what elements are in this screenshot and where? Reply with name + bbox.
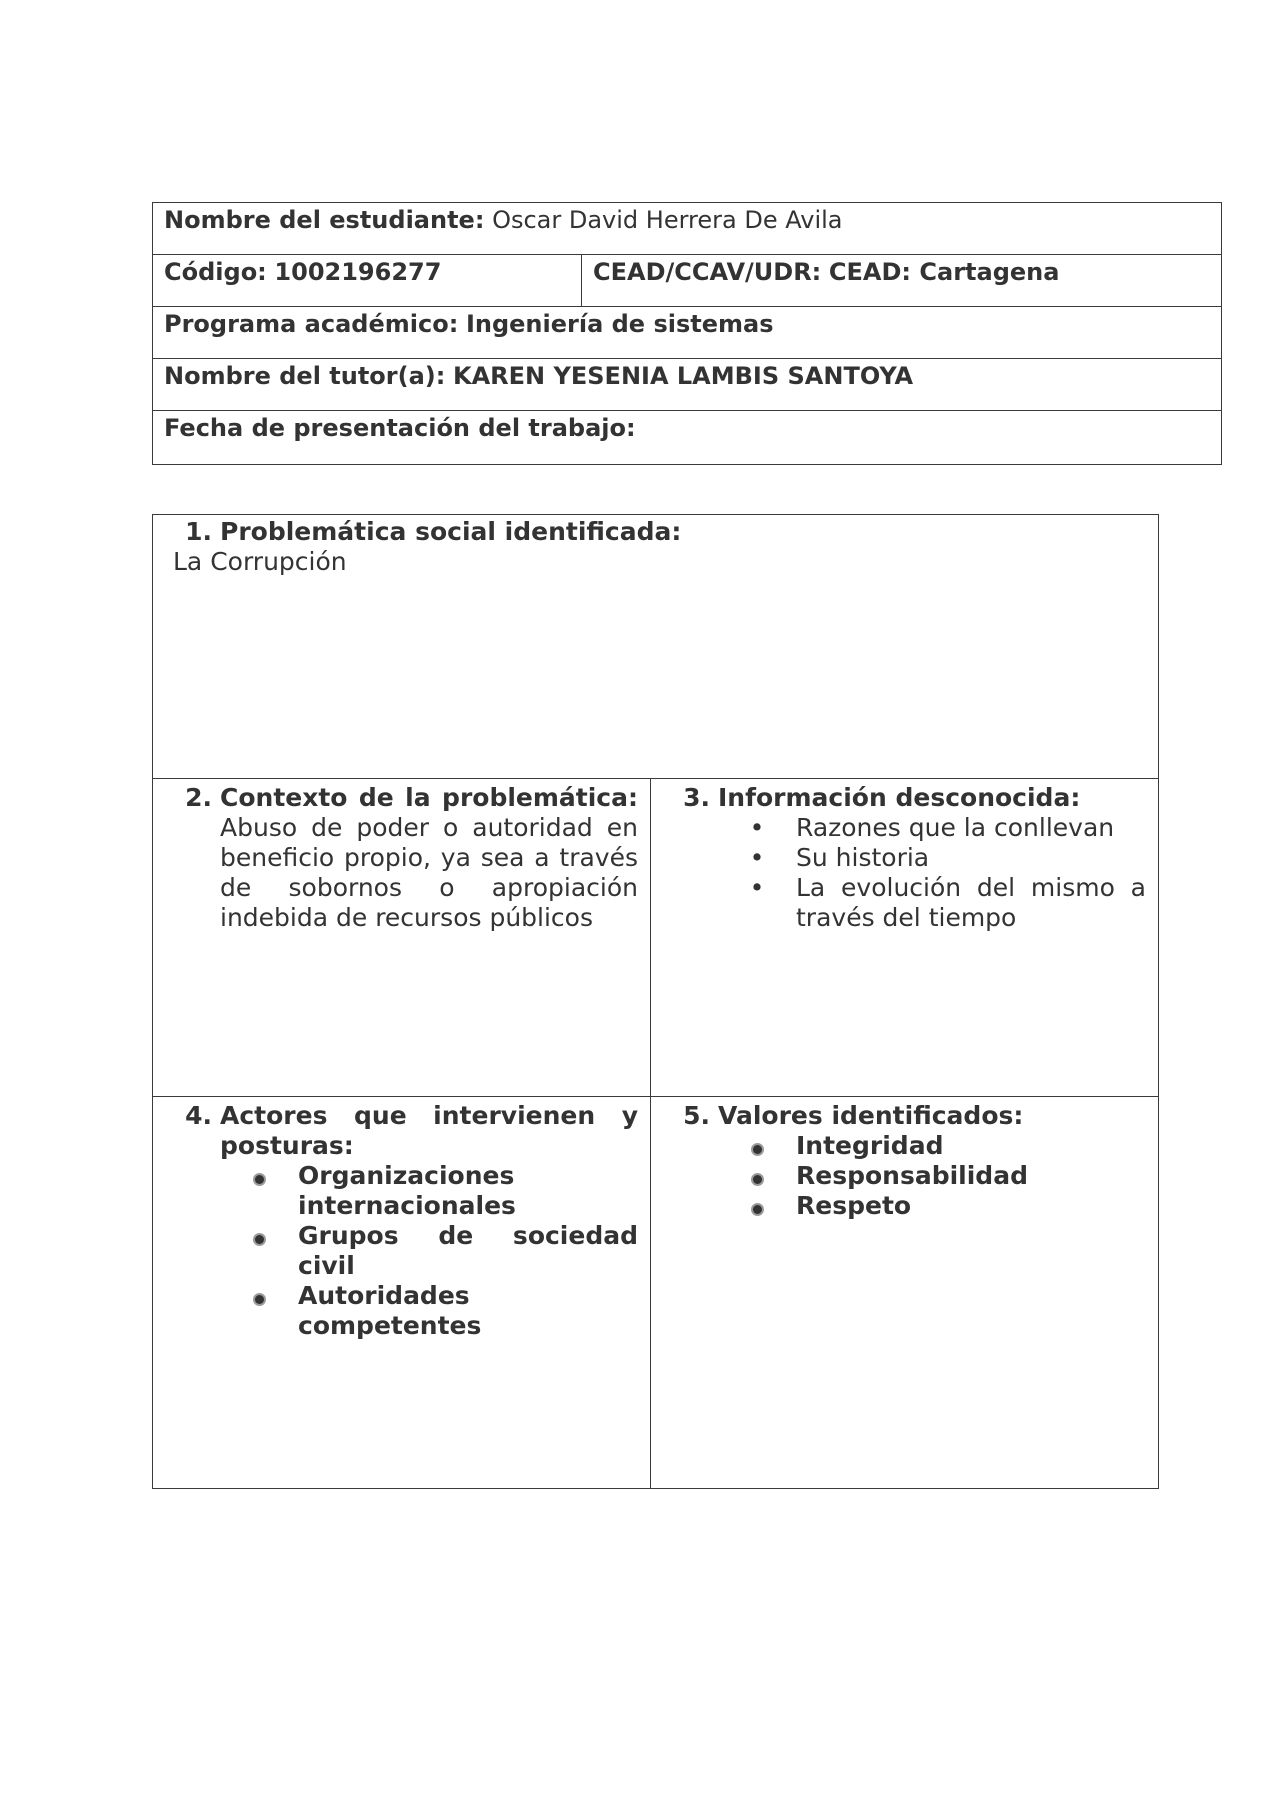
section-3-number: 3. bbox=[683, 783, 710, 812]
ring-bullet-icon bbox=[220, 1221, 298, 1281]
cead-value: CEAD: Cartagena bbox=[828, 258, 1060, 286]
bullet-icon: • bbox=[749, 873, 765, 902]
list-item bbox=[220, 1221, 638, 1281]
section-4-heading bbox=[173, 1101, 638, 1161]
analysis-table bbox=[152, 514, 1159, 1489]
section-3-title: Información desconocida: bbox=[718, 783, 1081, 812]
ring-bullet-icon bbox=[220, 1281, 298, 1341]
section-3-heading bbox=[671, 783, 1146, 813]
section-4-title: Actores que intervienen y posturas: bbox=[220, 1101, 638, 1160]
section-3-item-2: Su historia bbox=[796, 843, 930, 872]
cead-cell bbox=[582, 255, 1222, 307]
section-2-title: Contexto de la problemática: bbox=[220, 783, 638, 812]
tutor-label: Nombre del tutor(a): bbox=[164, 362, 446, 390]
bullet-icon: • bbox=[749, 813, 765, 842]
ring-bullet-icon bbox=[718, 1191, 796, 1221]
section-4-list bbox=[173, 1161, 638, 1341]
date-cell bbox=[153, 411, 1222, 465]
student-name-cell bbox=[153, 203, 1222, 255]
program-cell bbox=[153, 307, 1222, 359]
list-item bbox=[718, 843, 1146, 873]
section-1-heading bbox=[173, 515, 1146, 547]
list-item bbox=[718, 1131, 1146, 1161]
list-item bbox=[718, 813, 1146, 843]
section-1-title: Problemática social identificada: bbox=[220, 517, 682, 546]
section-3-item-3: La evolución del mismo a través del tiempo bbox=[796, 873, 1146, 932]
student-name-label: Nombre del estudiante: bbox=[164, 206, 485, 234]
cead-label: CEAD/CCAV/UDR: bbox=[593, 258, 822, 286]
section-5-cell bbox=[651, 1097, 1159, 1489]
section-1-cell bbox=[153, 515, 1159, 779]
section-2-text: Abuso de poder o autoridad en beneficio propio, ya sea a través de sobornos o apropiación indebida de recursos públicos bbox=[220, 813, 638, 932]
section-2-cell bbox=[153, 779, 651, 1097]
list-item bbox=[220, 1161, 638, 1221]
ring-bullet-icon bbox=[718, 1161, 796, 1191]
section-4-cell bbox=[153, 1097, 651, 1489]
section-2-block bbox=[173, 783, 638, 933]
section-3-item-1: Razones que la conllevan bbox=[796, 813, 1115, 842]
tutor-value: KAREN YESENIA LAMBIS SANTOYA bbox=[453, 362, 914, 390]
code-label: Código: bbox=[164, 258, 267, 286]
bullet-icon: • bbox=[749, 843, 765, 872]
code-value: 1002196277 bbox=[274, 258, 442, 286]
list-item bbox=[718, 1161, 1146, 1191]
section-2-number: 2. bbox=[185, 783, 212, 812]
section-4-item-1: Organizaciones internacionales bbox=[298, 1161, 516, 1220]
section-5-list bbox=[671, 1131, 1146, 1221]
student-name-value: Oscar David Herrera De Avila bbox=[492, 206, 843, 234]
section-2-body bbox=[220, 783, 638, 933]
section-1-text: La Corrupción bbox=[173, 547, 347, 576]
section-5-item-2: Responsabilidad bbox=[796, 1161, 1028, 1190]
section-5-number: 5. bbox=[683, 1101, 710, 1130]
ring-bullet-icon bbox=[718, 1131, 796, 1161]
section-3-cell bbox=[651, 779, 1159, 1097]
tutor-cell bbox=[153, 359, 1222, 411]
list-item bbox=[718, 873, 1146, 933]
list-item bbox=[718, 1191, 1146, 1221]
section-4-item-3: Autoridades competentes bbox=[298, 1281, 482, 1340]
code-cell bbox=[153, 255, 582, 307]
program-label: Programa académico: bbox=[164, 310, 459, 338]
section-4-item-2: Grupos de sociedad civil bbox=[298, 1221, 638, 1280]
section-5-title: Valores identificados: bbox=[718, 1101, 1024, 1130]
section-4-number: 4. bbox=[185, 1101, 212, 1130]
section-5-item-1: Integridad bbox=[796, 1131, 944, 1160]
section-5-heading bbox=[671, 1101, 1146, 1131]
section-5-item-3: Respeto bbox=[796, 1191, 912, 1220]
student-info-table bbox=[152, 202, 1222, 465]
list-item bbox=[220, 1281, 638, 1341]
program-value: Ingeniería de sistemas bbox=[465, 310, 774, 338]
date-label: Fecha de presentación del trabajo: bbox=[164, 414, 636, 442]
section-3-list bbox=[671, 813, 1146, 933]
section-1-number: 1. bbox=[185, 517, 212, 546]
ring-bullet-icon bbox=[220, 1161, 298, 1221]
